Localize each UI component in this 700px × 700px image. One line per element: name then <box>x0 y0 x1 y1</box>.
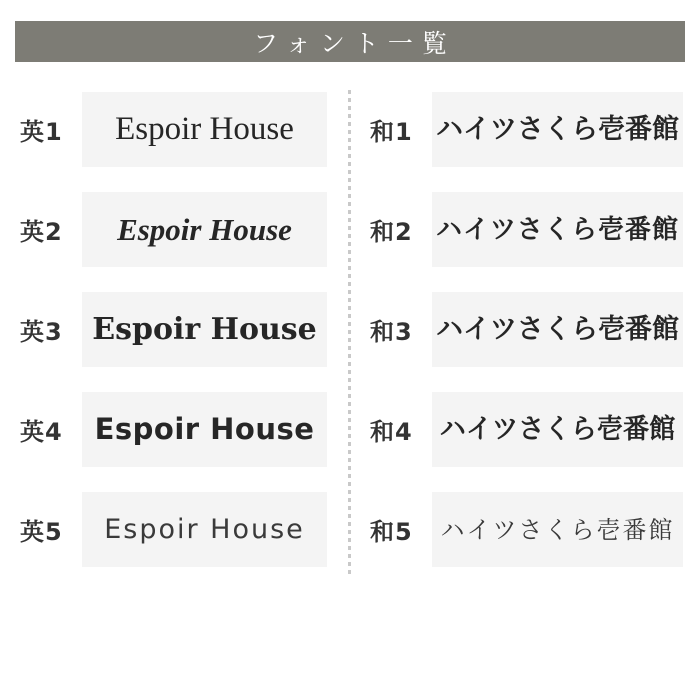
font-sample-box <box>432 392 683 467</box>
font-sample-text: ハイツさくら壱番館 <box>435 214 679 245</box>
font-row-label: 和4 <box>370 418 413 446</box>
font-sample-text: Espoir House <box>115 111 294 147</box>
font-row-ja2 <box>370 192 683 267</box>
font-sample-box <box>432 292 683 367</box>
font-row-en4 <box>20 392 327 467</box>
font-sample-text: Espoir House <box>117 212 292 247</box>
font-sample-text: Espoir House <box>92 311 317 347</box>
font-row-label: 英2 <box>20 218 63 246</box>
font-row-label: 和5 <box>370 518 413 546</box>
font-row-label: 和3 <box>370 318 413 346</box>
font-sample-text: Espoir House <box>104 514 305 545</box>
font-sample-box <box>432 192 683 267</box>
font-row-ja3 <box>370 292 683 367</box>
header-banner <box>15 21 685 62</box>
font-row-en3 <box>20 292 327 367</box>
font-sample-box <box>432 492 683 567</box>
font-row-label: 英4 <box>20 418 63 446</box>
font-row-en5 <box>20 492 327 567</box>
font-sample-box <box>82 492 327 567</box>
font-row-label: 和1 <box>370 118 413 146</box>
font-sample-box <box>82 92 327 167</box>
font-row-label: 英1 <box>20 118 63 146</box>
font-sample-box <box>82 292 327 367</box>
column-divider <box>348 90 351 576</box>
font-sample-box <box>82 192 327 267</box>
font-sample-box <box>432 92 683 167</box>
page-title: フォント一覧 <box>253 28 456 58</box>
font-row-en1 <box>20 92 327 167</box>
font-sample-text: ハイツさくら壱番館 <box>436 114 679 145</box>
font-sample-text: ハイツさくら壱番館 <box>436 314 679 345</box>
font-row-en2 <box>20 192 327 267</box>
font-sample-box <box>82 392 327 467</box>
font-row-label: 英3 <box>20 318 63 346</box>
font-sample-text: ハイツさくら壱番館 <box>439 414 676 444</box>
font-row-label: 英5 <box>20 518 63 546</box>
font-row-ja1 <box>370 92 683 167</box>
font-row-ja5 <box>370 492 683 567</box>
font-row-label: 和2 <box>370 218 413 246</box>
font-sample-text: Espoir House <box>94 412 315 446</box>
font-row-ja4 <box>370 392 683 467</box>
font-sample-text: ハイツさくら壱番館 <box>440 515 675 544</box>
